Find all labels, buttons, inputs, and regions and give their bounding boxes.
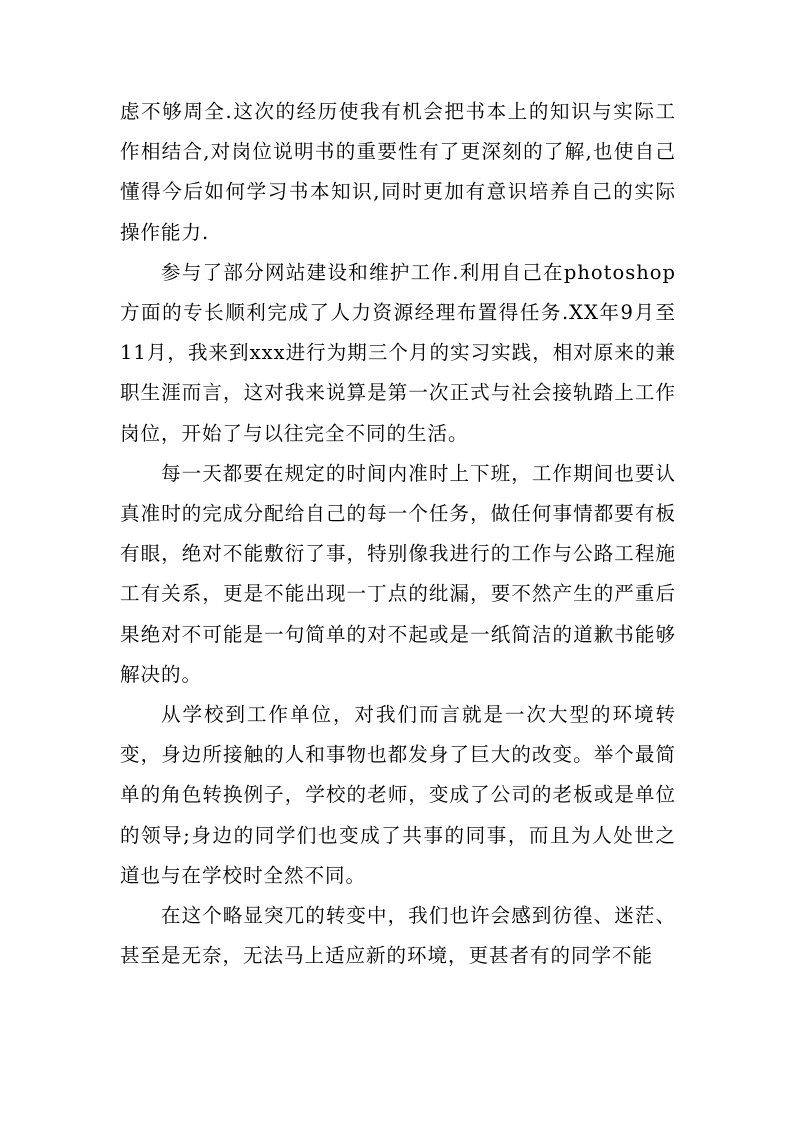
paragraph-3: 每一天都要在规定的时间内准时上下班，工作期间也要认真准时的完成分配给自己的每一个任务，做任何事情都要有板有眼，绝对不能敷衍了事，特别像我进行的工作与公路工程施工有关系，更是不能出现一丁点的纰漏，要不然产生的严重后果绝对不可能是一句简单的对不起或是一纸简洁的道歉书能够解决的。 bbox=[120, 461, 676, 686]
paragraph-5: 在这个略显突兀的转变中，我们也许会感到彷徨、迷茫、甚至是无奈，无法马上适应新的环境，更甚者有的同学不能 bbox=[120, 904, 676, 968]
paragraph-4: 从学校到工作单位，对我们而言就是一次大型的环境转变，身边所接触的人和事物也都发身了巨大的改变。举个最简单的角色转换例子，学校的老师，变成了公司的老板或是单位的领导;身边的同学们也变成了共事的同事，而且为人处世之道也与在学校时全然不同。 bbox=[120, 703, 676, 887]
paragraph-1: 虑不够周全.这次的经历使我有机会把书本上的知识与实际工作相结合,对岗位说明书的重要性有了更深刻的了解,也使自己懂得今后如何学习书本知识,同时更加有意识培养自己的实际操作能力. bbox=[120, 100, 676, 244]
document-body bbox=[120, 92, 676, 976]
paragraph-2: 参与了部分网站建设和维护工作.利用自己在photoshop方面的专长顺利完成了人力资源经理布置得任务.XX年9月至11月，我来到xxx进行为期三个月的实习实践，相对原来的兼职生涯而言，这对我来说算是第一次正式与社会接轨踏上工作岗位，开始了与以往完全不同的生活。 bbox=[120, 260, 676, 445]
